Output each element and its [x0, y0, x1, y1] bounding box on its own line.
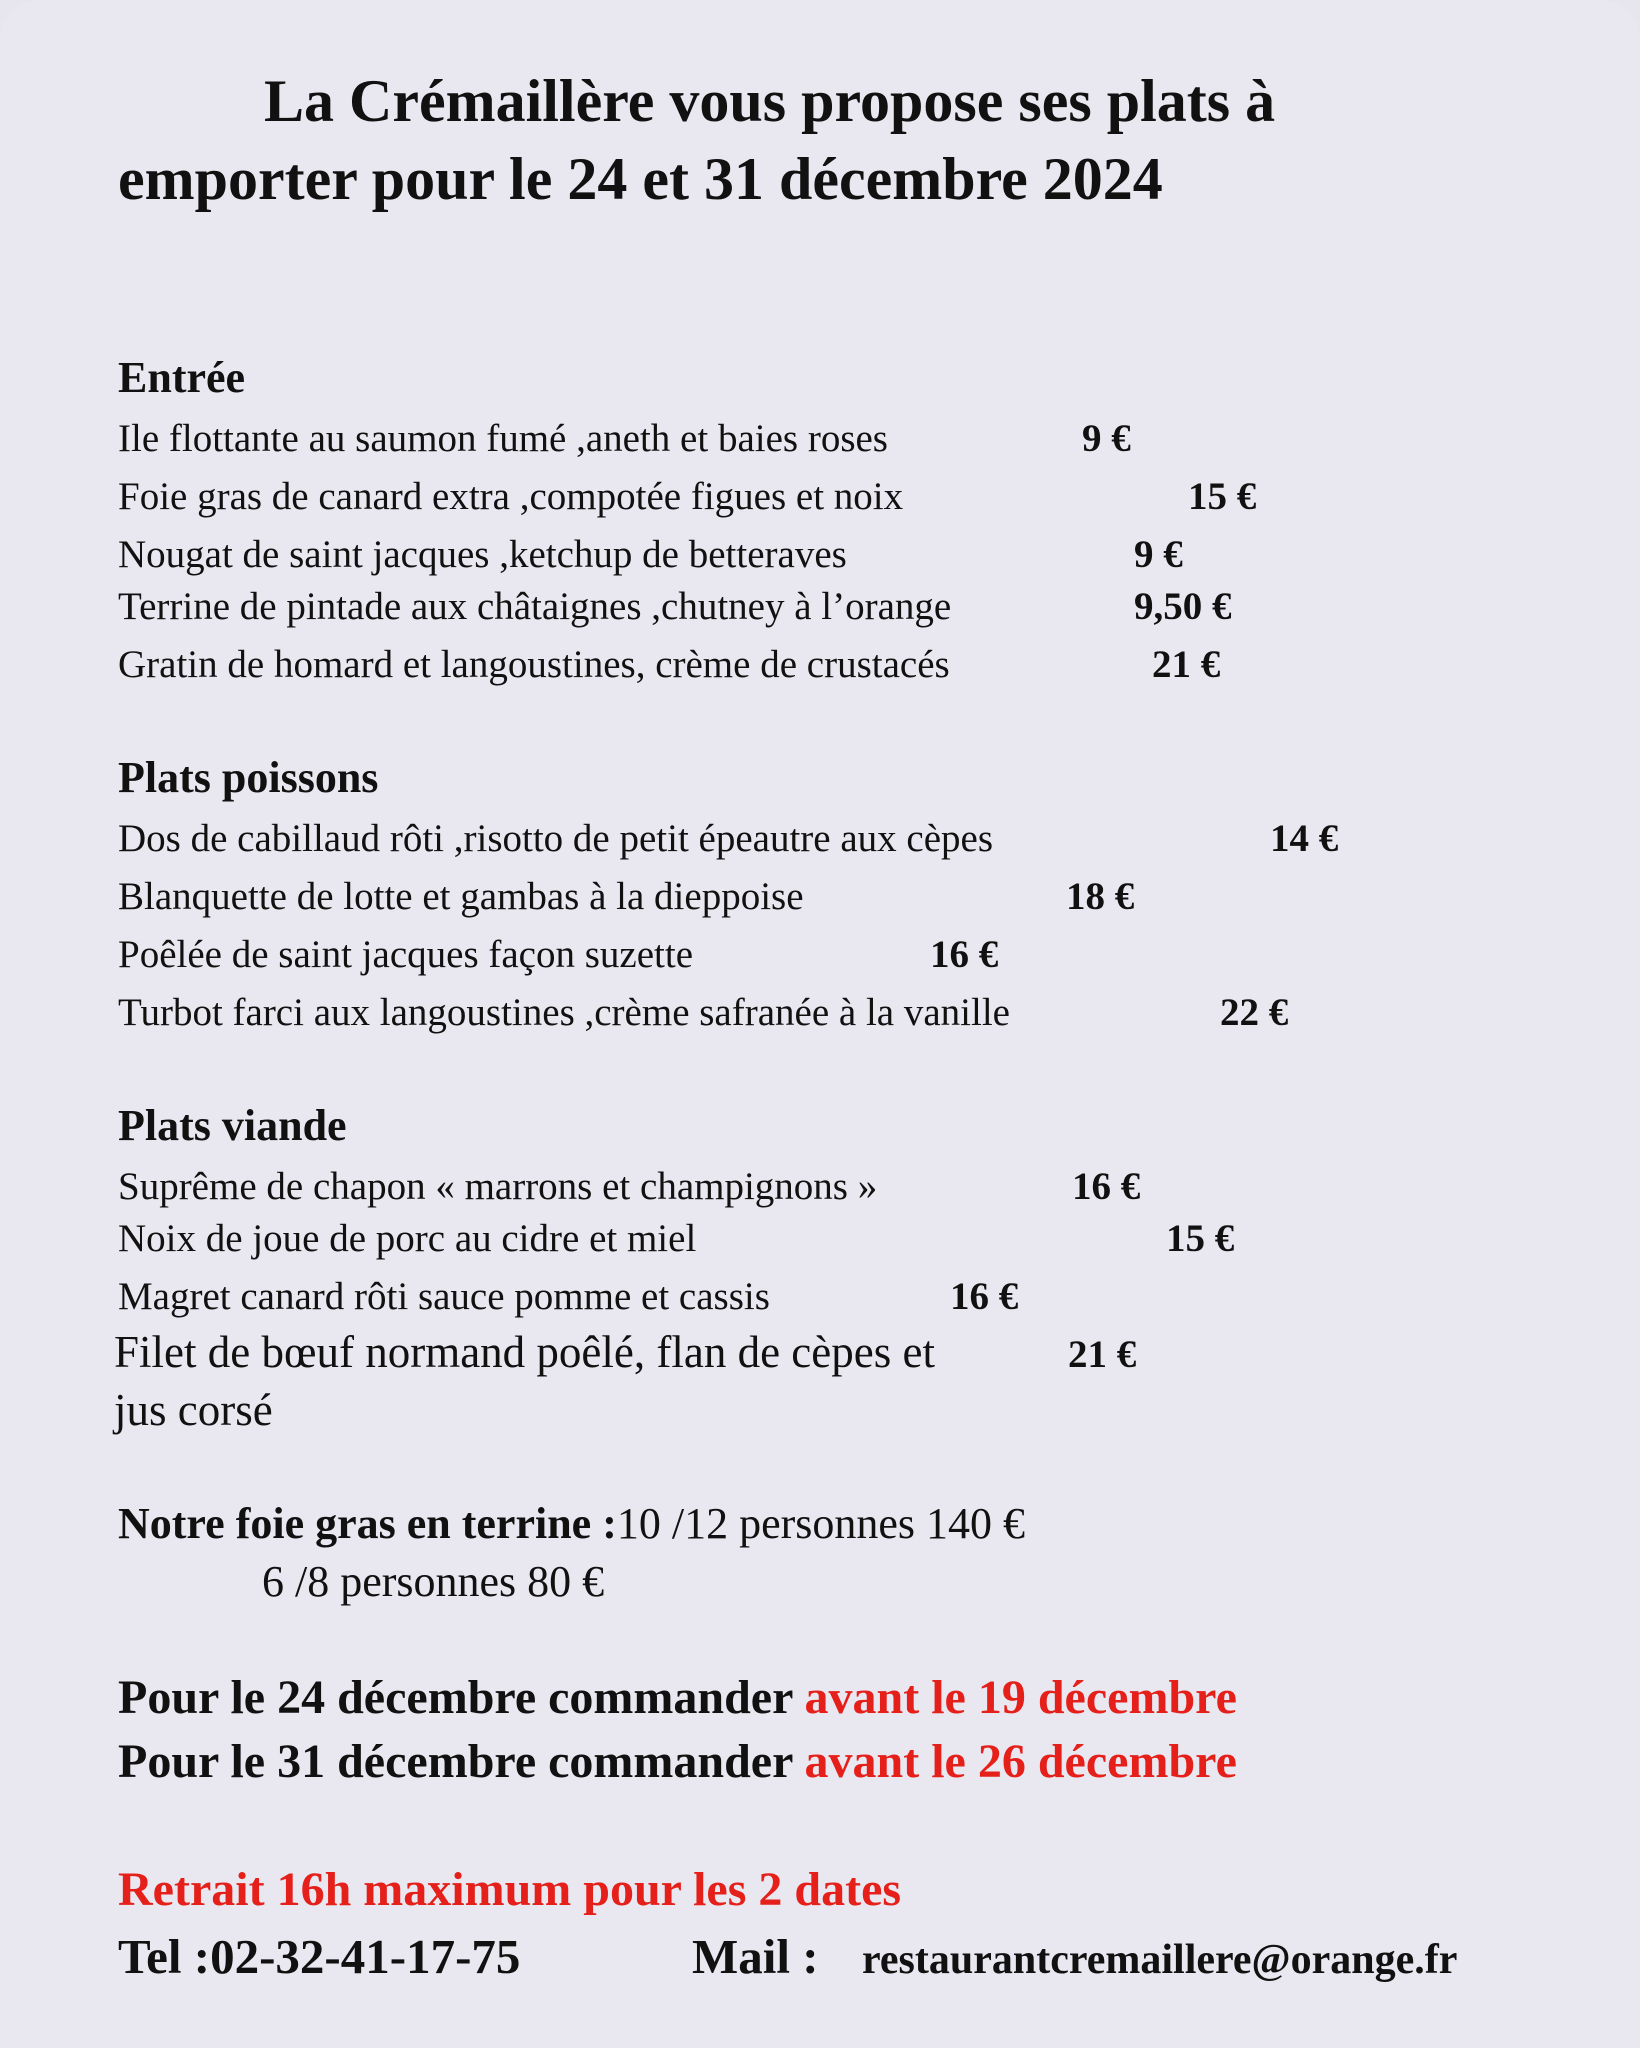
menu-item-price: 14 €	[1270, 817, 1339, 860]
section-heading-poissons: Plats poissons	[118, 753, 379, 802]
section-heading-viande: Plats viande	[118, 1101, 347, 1150]
order-deadline-24	[118, 1670, 1237, 1725]
menu-item-price: 9,50 €	[1134, 585, 1232, 628]
title-line-2: emporter pour le 24 et 31 décembre 2024	[118, 146, 1163, 212]
menu-item-name: Blanquette de lotte et gambas à la dieppoise	[118, 875, 804, 918]
menu-item-name: Nougat de saint jacques ,ketchup de betteraves	[118, 533, 847, 576]
terrine-option-2: 6 /8 personnes 80 €	[262, 1557, 605, 1606]
menu-item-price: 18 €	[1066, 875, 1135, 918]
menu-item-name: Turbot farci aux langoustines ,crème safranée à la vanille	[118, 991, 1010, 1034]
menu-item-name: Suprême de chapon « marrons et champignons »	[118, 1165, 878, 1208]
menu-item-price: 9 €	[1082, 417, 1131, 460]
menu-item-price: 16 €	[950, 1275, 1019, 1318]
order-text: Pour le 24 décembre commander	[118, 1671, 805, 1724]
menu-item-name: Poêlée de saint jacques façon suzette	[118, 933, 694, 976]
menu-item-name: Foie gras de canard extra ,compotée figues et noix	[118, 475, 904, 518]
title-line-1: La Crémaillère vous propose ses plats à	[264, 68, 1276, 134]
menu-item-price: 15 €	[1166, 1217, 1235, 1260]
menu-item-price: 21 €	[1152, 643, 1221, 686]
section-heading-entree: Entrée	[118, 353, 246, 402]
menu-item-name: Gratin de homard et langoustines, crème de crustacés	[118, 643, 950, 686]
terrine-offer	[118, 1498, 1025, 1549]
order-deadline: avant le 26 décembre	[804, 1735, 1237, 1788]
menu-item-name: Dos de cabillaud rôti ,risotto de petit épeautre aux cèpes	[118, 817, 994, 860]
menu-item-name: Magret canard rôti sauce pomme et cassis	[118, 1275, 770, 1318]
menu-item-price: 16 €	[1072, 1165, 1141, 1208]
order-deadline-31	[118, 1734, 1237, 1789]
menu-item-name: Terrine de pintade aux châtaignes ,chutney à l’orange	[118, 585, 952, 628]
terrine-label: Notre foie gras en terrine :	[118, 1499, 617, 1548]
pickup-notice: Retrait 16h maximum pour les 2 dates	[118, 1863, 902, 1916]
menu-item-name-continued: jus corsé	[114, 1385, 273, 1435]
menu-item-price: 9 €	[1134, 533, 1183, 576]
mail-label: Mail :	[692, 1929, 819, 1984]
order-deadline: avant le 19 décembre	[804, 1671, 1237, 1724]
menu-item-name: Noix de joue de porc au cidre et miel	[118, 1217, 697, 1260]
menu-item-price: 16 €	[930, 933, 999, 976]
terrine-option-1: 10 /12 personnes 140 €	[616, 1499, 1026, 1548]
menu-item-name: Filet de bœuf normand poêlé, flan de cèpes et	[114, 1327, 935, 1377]
menu-item-price: 15 €	[1188, 475, 1257, 518]
email-address: restaurantcremaillere@orange.fr	[862, 1937, 1458, 1983]
phone-number: Tel :02-32-41-17-75	[118, 1929, 521, 1984]
menu-item-price: 21 €	[1068, 1333, 1137, 1376]
menu-item-price: 22 €	[1220, 991, 1289, 1034]
order-text: Pour le 31 décembre commander	[118, 1735, 805, 1788]
menu-item-name: Ile flottante au saumon fumé ,aneth et baies roses	[118, 417, 888, 460]
page-title	[118, 62, 1458, 218]
